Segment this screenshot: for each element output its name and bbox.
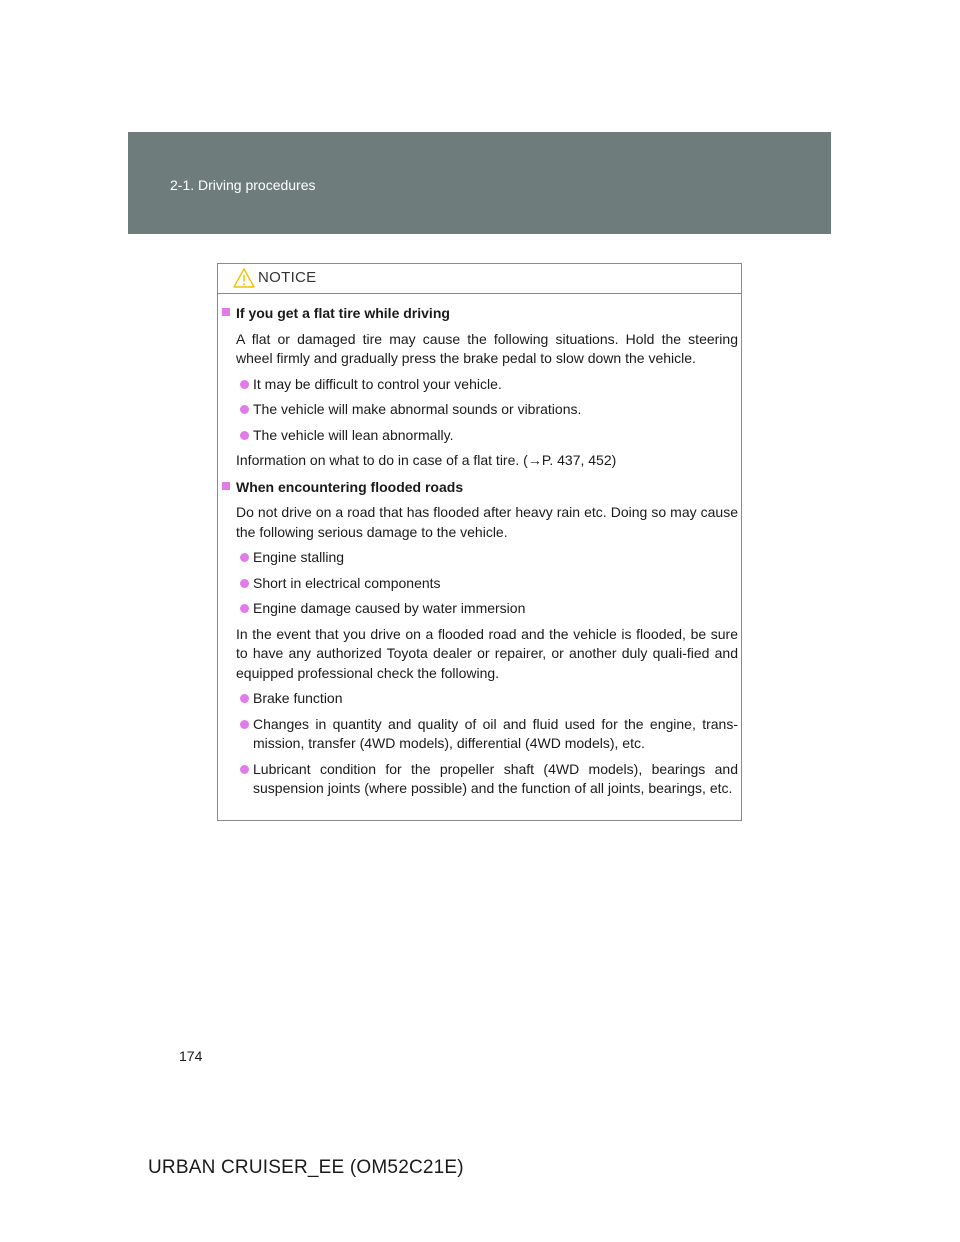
paragraph: Do not drive on a road that has flooded after heavy rain etc. Doing so may cause the following serious damage to the vehicle.: [236, 504, 738, 540]
header-band: [128, 132, 831, 234]
list-item: Changes in quantity and quality of oil and fluid used for the engine, trans-mission, transfer (4WD models), differential (4WD models), etc.: [222, 715, 738, 754]
round-bullet-icon: [240, 765, 249, 774]
paragraph: In the event that you drive on a flooded road and the vehicle is flooded, be sure to have any authorized Toyota dealer or repairer, or another duly quali-fied and equipped professional check the following.: [236, 625, 738, 681]
paragraph: Information on what to do in case of a flat tire. (→P. 437, 452): [236, 452, 617, 468]
round-bullet-icon: [240, 553, 249, 562]
paragraph: A flat or damaged tire may cause the following situations. Hold the steering wheel firmly and gradually press the brake pedal to slow down the vehicle.: [236, 330, 738, 366]
list-item: Lubricant condition for the propeller shaft (4WD models), bearings and suspension joints (where possible) and the function of all joints, bearings, etc.: [222, 760, 738, 799]
square-bullet-icon: [222, 482, 230, 490]
list-item: The vehicle will lean abnormally.: [222, 426, 738, 446]
round-bullet-icon: [240, 579, 249, 588]
round-bullet-icon: [240, 694, 249, 703]
page-number: 174: [179, 1048, 203, 1064]
topic-flooded-roads: [222, 478, 738, 799]
section-title: 2-1. Driving procedures: [170, 177, 316, 193]
round-bullet-icon: [240, 431, 249, 440]
warning-triangle-icon: [233, 268, 255, 288]
round-bullet-icon: [240, 720, 249, 729]
round-bullet-icon: [240, 380, 249, 389]
topic-flat-tire: [222, 304, 738, 471]
notice-header: [218, 264, 741, 294]
list-item: Short in electrical components: [222, 574, 738, 594]
list-item: Brake function: [222, 689, 738, 709]
footer-model-code: URBAN CRUISER_EE (OM52C21E): [148, 1157, 464, 1178]
list-item: It may be difficult to control your vehicle.: [222, 375, 738, 395]
notice-label: NOTICE: [258, 269, 317, 286]
list-item: Engine damage caused by water immersion: [222, 599, 738, 619]
square-bullet-icon: [222, 308, 230, 316]
round-bullet-icon: [240, 405, 249, 414]
topic-heading: If you get a flat tire while driving: [222, 304, 738, 324]
list-item: The vehicle will make abnormal sounds or vibrations.: [222, 400, 738, 420]
topic-heading: When encountering flooded roads: [222, 478, 738, 498]
notice-box: [217, 263, 742, 821]
round-bullet-icon: [240, 604, 249, 613]
list-item: Engine stalling: [222, 548, 738, 568]
notice-body: [218, 294, 741, 799]
